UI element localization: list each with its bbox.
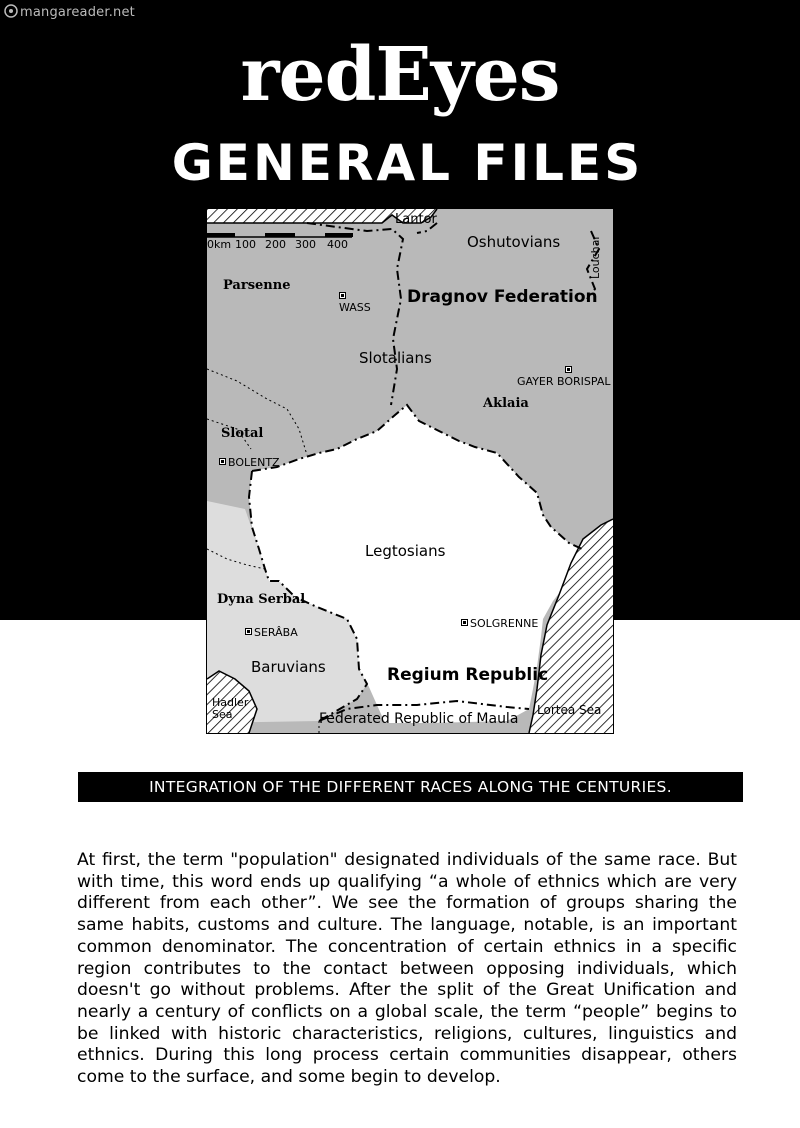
label-federated-republic-of-maula: Federated Republic of Maula <box>319 711 519 727</box>
label-oshutovians: Oshutovians <box>467 233 561 251</box>
label-wass <box>339 291 371 313</box>
watermark <box>4 4 135 20</box>
label-gayer-borispal <box>517 365 610 387</box>
label-regium-republic: Regium Republic <box>387 665 549 685</box>
scale-100: 100 <box>235 238 256 251</box>
city-marker-icon <box>461 619 468 626</box>
label-bolentz <box>219 457 280 468</box>
city-marker-icon <box>565 366 572 373</box>
region-map <box>206 208 614 734</box>
series-logo: redEyes <box>240 32 560 118</box>
label-gayer-text: GAYER BORISPAL <box>517 375 611 388</box>
label-solgrenne <box>461 618 538 629</box>
label-parsenne: Parsenne <box>223 278 291 293</box>
scale-200: 200 <box>265 238 286 251</box>
label-hadler-sea: Hadler Sea <box>212 696 249 721</box>
label-seraba <box>245 627 298 638</box>
body-paragraph: At first, the term "population" designated individuals of the same race. But with time, this word ends up qualifying “a whole of ethnics which are very different from each other”. We see the formation of groups sharing the same habits, customs and culture. The language, notable, is an important common denominator. The concentration of certain ethnics in a specific region contributes to the contact between opposing individuals, which doesn't go without problems. After the split of the Great Unification and nearly a century of conflicts on a global scale, the term “people” begins to be linked with historic characteristics, religions, cultures, linguistics and ethnics. During this long process certain communities disappear, others come to the surface, and some begin to develop. <box>77 850 737 1088</box>
section-banner: INTEGRATION OF THE DIFFERENT RACES ALONG THE CENTURIES. <box>78 772 743 802</box>
watermark-text: mangareader.net <box>20 5 135 20</box>
scale-300: 300 <box>295 238 316 251</box>
label-bolentz-text: BOLENTZ <box>228 456 280 469</box>
label-legtosians: Legtosians <box>365 542 446 560</box>
city-marker-icon <box>245 628 252 635</box>
page-title: GENERAL FILES <box>171 134 644 192</box>
city-marker-icon <box>219 458 226 465</box>
scale-0: 0km <box>207 238 232 251</box>
label-dragnov-federation: Dragnov Federation <box>407 287 598 307</box>
label-seraba-text: SERÂBA <box>254 626 298 639</box>
city-marker-icon <box>339 292 346 299</box>
watermark-logo-icon <box>4 4 18 18</box>
label-lortea-sea: Lortea Sea <box>537 703 602 717</box>
label-dyna-serbal: Dyna Serbal <box>217 592 306 607</box>
scale-bar <box>207 233 353 237</box>
label-slotal: Slotal <box>221 426 264 441</box>
label-louchar: Louchar <box>589 235 602 279</box>
label-baruvians: Baruvians <box>251 658 326 676</box>
label-wass-text: WASS <box>339 301 371 314</box>
label-slotalians: Slotalians <box>359 349 432 367</box>
label-aklaia: Aklaia <box>483 396 529 411</box>
scale-400: 400 <box>327 238 348 251</box>
label-lantor: Lantor <box>395 212 437 227</box>
label-solgrenne-text: SOLGRENNE <box>470 617 539 630</box>
